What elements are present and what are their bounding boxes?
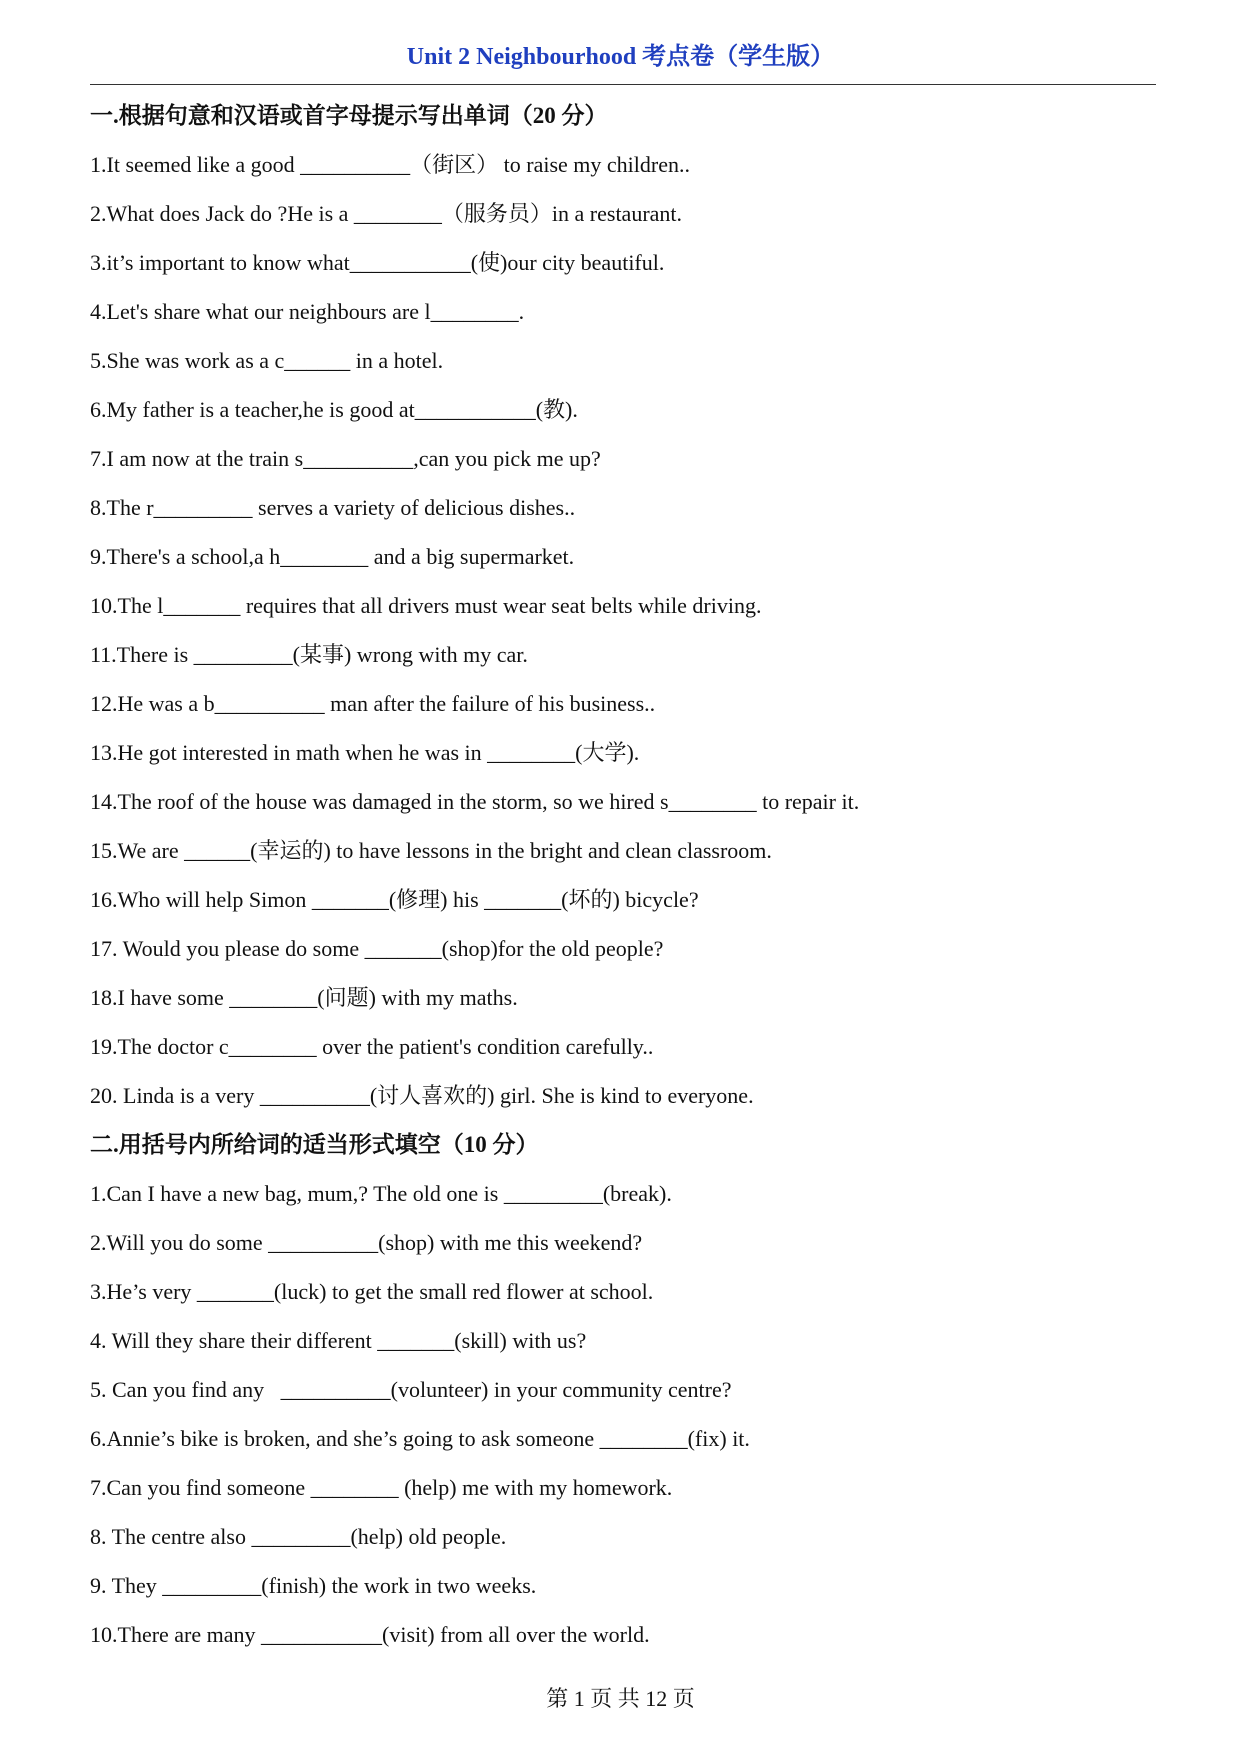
header-divider	[90, 84, 1156, 85]
section-2-question: 5. Can you find any __________(volunteer) in your community centre?	[90, 1377, 732, 1402]
worksheet-body	[90, 96, 1156, 1664]
section-1-question: 18.I have some ________(问题) with my maths.	[90, 985, 518, 1010]
page-number: 第 1 页 共 12 页	[546, 1686, 695, 1711]
section-1-question: 4.Let's share what our neighbours are l________.	[90, 299, 525, 324]
section-1-question: 2.What does Jack do ?He is a ________（服务员）in a restaurant.	[90, 201, 683, 226]
section-2-question: 2.Will you do some __________(shop) with me this weekend?	[90, 1230, 643, 1255]
page-title: Unit 2 Neighbourhood 考点卷（学生版）	[406, 44, 835, 70]
section-2-question: 9. They _________(finish) the work in two weeks.	[90, 1573, 537, 1598]
section-1-question: 7.I am now at the train s__________,can you pick me up?	[90, 446, 601, 471]
section-1-question: 11.There is _________(某事) wrong with my car.	[90, 642, 528, 667]
section-1-question: 19.The doctor c________ over the patient's condition carefully..	[90, 1034, 654, 1059]
section-1-question: 15.We are ______(幸运的) to have lessons in the bright and clean classroom.	[90, 838, 772, 863]
section-2-question: 10.There are many ___________(visit) from all over the world.	[90, 1622, 650, 1647]
section-2-question: 8. The centre also _________(help) old people.	[90, 1524, 507, 1549]
section-1-question: 10.The l_______ requires that all drivers must wear seat belts while driving.	[90, 593, 762, 618]
section-2-question: 1.Can I have a new bag, mum,? The old one is _________(break).	[90, 1181, 672, 1206]
section-1-title: 一.根据句意和汉语或首字母提示写出单词（20 分）	[90, 103, 608, 128]
section-1-question: 16.Who will help Simon _______(修理) his _______(坏的) bicycle?	[90, 887, 699, 912]
section-1-question: 14.The roof of the house was damaged in the storm, so we hired s________ to repair it.	[90, 789, 860, 814]
section-2-question: 3.He’s very _______(luck) to get the small red flower at school.	[90, 1279, 654, 1304]
section-2-question: 4. Will they share their different _______(skill) with us?	[90, 1328, 587, 1353]
section-1-question: 9.There's a school,a h________ and a big supermarket.	[90, 544, 575, 569]
section-2-question: 7.Can you find someone ________ (help) me with my homework.	[90, 1475, 673, 1500]
section-1-question: 12.He was a b__________ man after the failure of his business..	[90, 691, 656, 716]
section-1-question: 6.My father is a teacher,he is good at___________(教).	[90, 397, 578, 422]
section-2-title: 二.用括号内所给词的适当形式填空（10 分）	[90, 1132, 539, 1157]
section-1-question: 3.it’s important to know what___________(使)our city beautiful.	[90, 250, 665, 275]
section-1-question: 13.He got interested in math when he was in ________(大学).	[90, 740, 640, 765]
section-1-question: 20. Linda is a very __________(讨人喜欢的) girl. She is kind to everyone.	[90, 1083, 754, 1108]
section-1-question: 5.She was work as a c______ in a hotel.	[90, 348, 444, 373]
section-1-question: 17. Would you please do some _______(shop)for the old people?	[90, 936, 664, 961]
section-1-question: 1.It seemed like a good __________（街区） to raise my children..	[90, 152, 690, 177]
section-1-question: 8.The r_________ serves a variety of delicious dishes..	[90, 495, 576, 520]
section-2-question: 6.Annie’s bike is broken, and she’s going to ask someone ________(fix) it.	[90, 1426, 750, 1451]
